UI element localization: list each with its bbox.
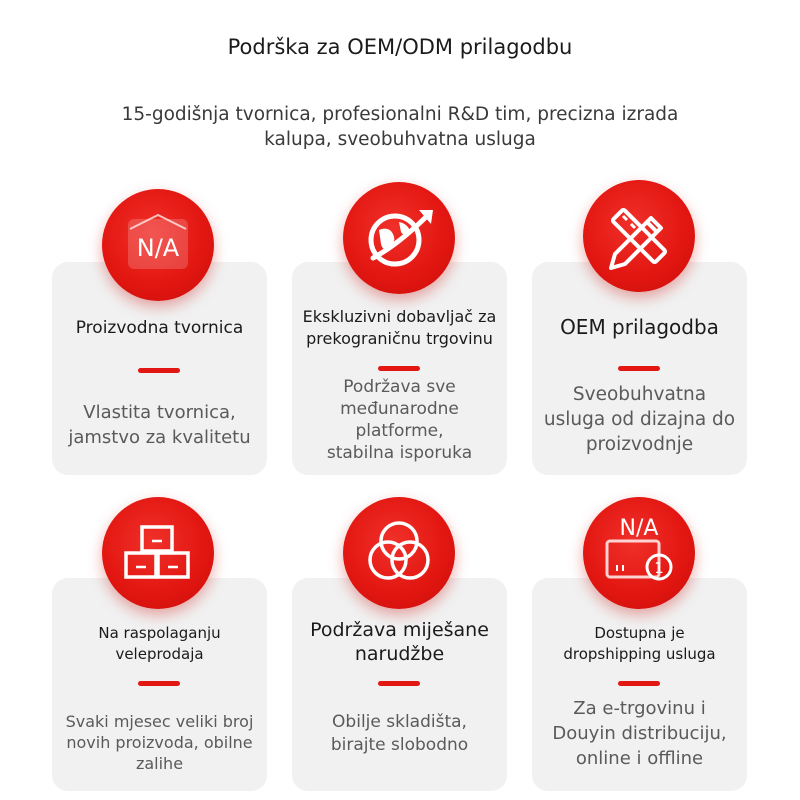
card-heading: OEM prilagodba (560, 315, 719, 339)
svg-text:1: 1 (654, 559, 664, 577)
card-heading: Dostupna je dropshipping usluga (563, 624, 716, 663)
card-divider (138, 681, 180, 686)
card-description: Za e-trgovinu i Douyin distribuciju, online i offline (552, 698, 727, 769)
overlapping-circles-icon (343, 497, 455, 609)
card-mixed-orders (292, 578, 507, 791)
card-oem (532, 262, 747, 475)
card-divider (378, 366, 420, 371)
pencil-ruler-icon (583, 180, 695, 292)
page-subtitle: 15-godišnja tvornica, profesionalni R&D tim, precizna izrada kalupa, sveobuhvatna usluga (121, 104, 679, 150)
factory-placeholder-icon (102, 189, 214, 301)
card-heading: Proizvodna tvornica (75, 318, 244, 338)
stacked-boxes-icon (102, 497, 214, 609)
card-divider (618, 366, 660, 371)
card-description: Svaki mjesec veliki broj novih proizvoda, obilne zalihe (65, 712, 254, 773)
card-heading: Ekskluzivni dobavljač za prekograničnu trgovinu (302, 307, 497, 348)
svg-text:N/A: N/A (619, 516, 659, 541)
card-heading: Podržava miješane narudžbe (310, 619, 489, 665)
card-divider (138, 368, 180, 373)
card-wholesale (52, 578, 267, 791)
card-divider (378, 681, 420, 686)
page-title: Podrška za OEM/ODM prilagodbu (227, 35, 573, 59)
card-description: Podržava sve međunarodne platforme, stabilna isporuka (326, 377, 473, 463)
card-description: Obilje skladišta, birajte slobodno (330, 712, 469, 755)
globe-arrow-icon (343, 182, 455, 294)
card-divider (618, 681, 660, 686)
card-description: Vlastita tvornica, jamstvo za kvalitetu (68, 402, 251, 448)
card-description: Sveobuhvatna usluga od dizajna do proizvodnje (543, 384, 736, 455)
package-one-icon (583, 497, 695, 609)
svg-text:N/A: N/A (136, 234, 180, 262)
card-heading: Na raspolaganju veleprodaja (98, 624, 221, 663)
card-dropshipping (532, 578, 747, 791)
